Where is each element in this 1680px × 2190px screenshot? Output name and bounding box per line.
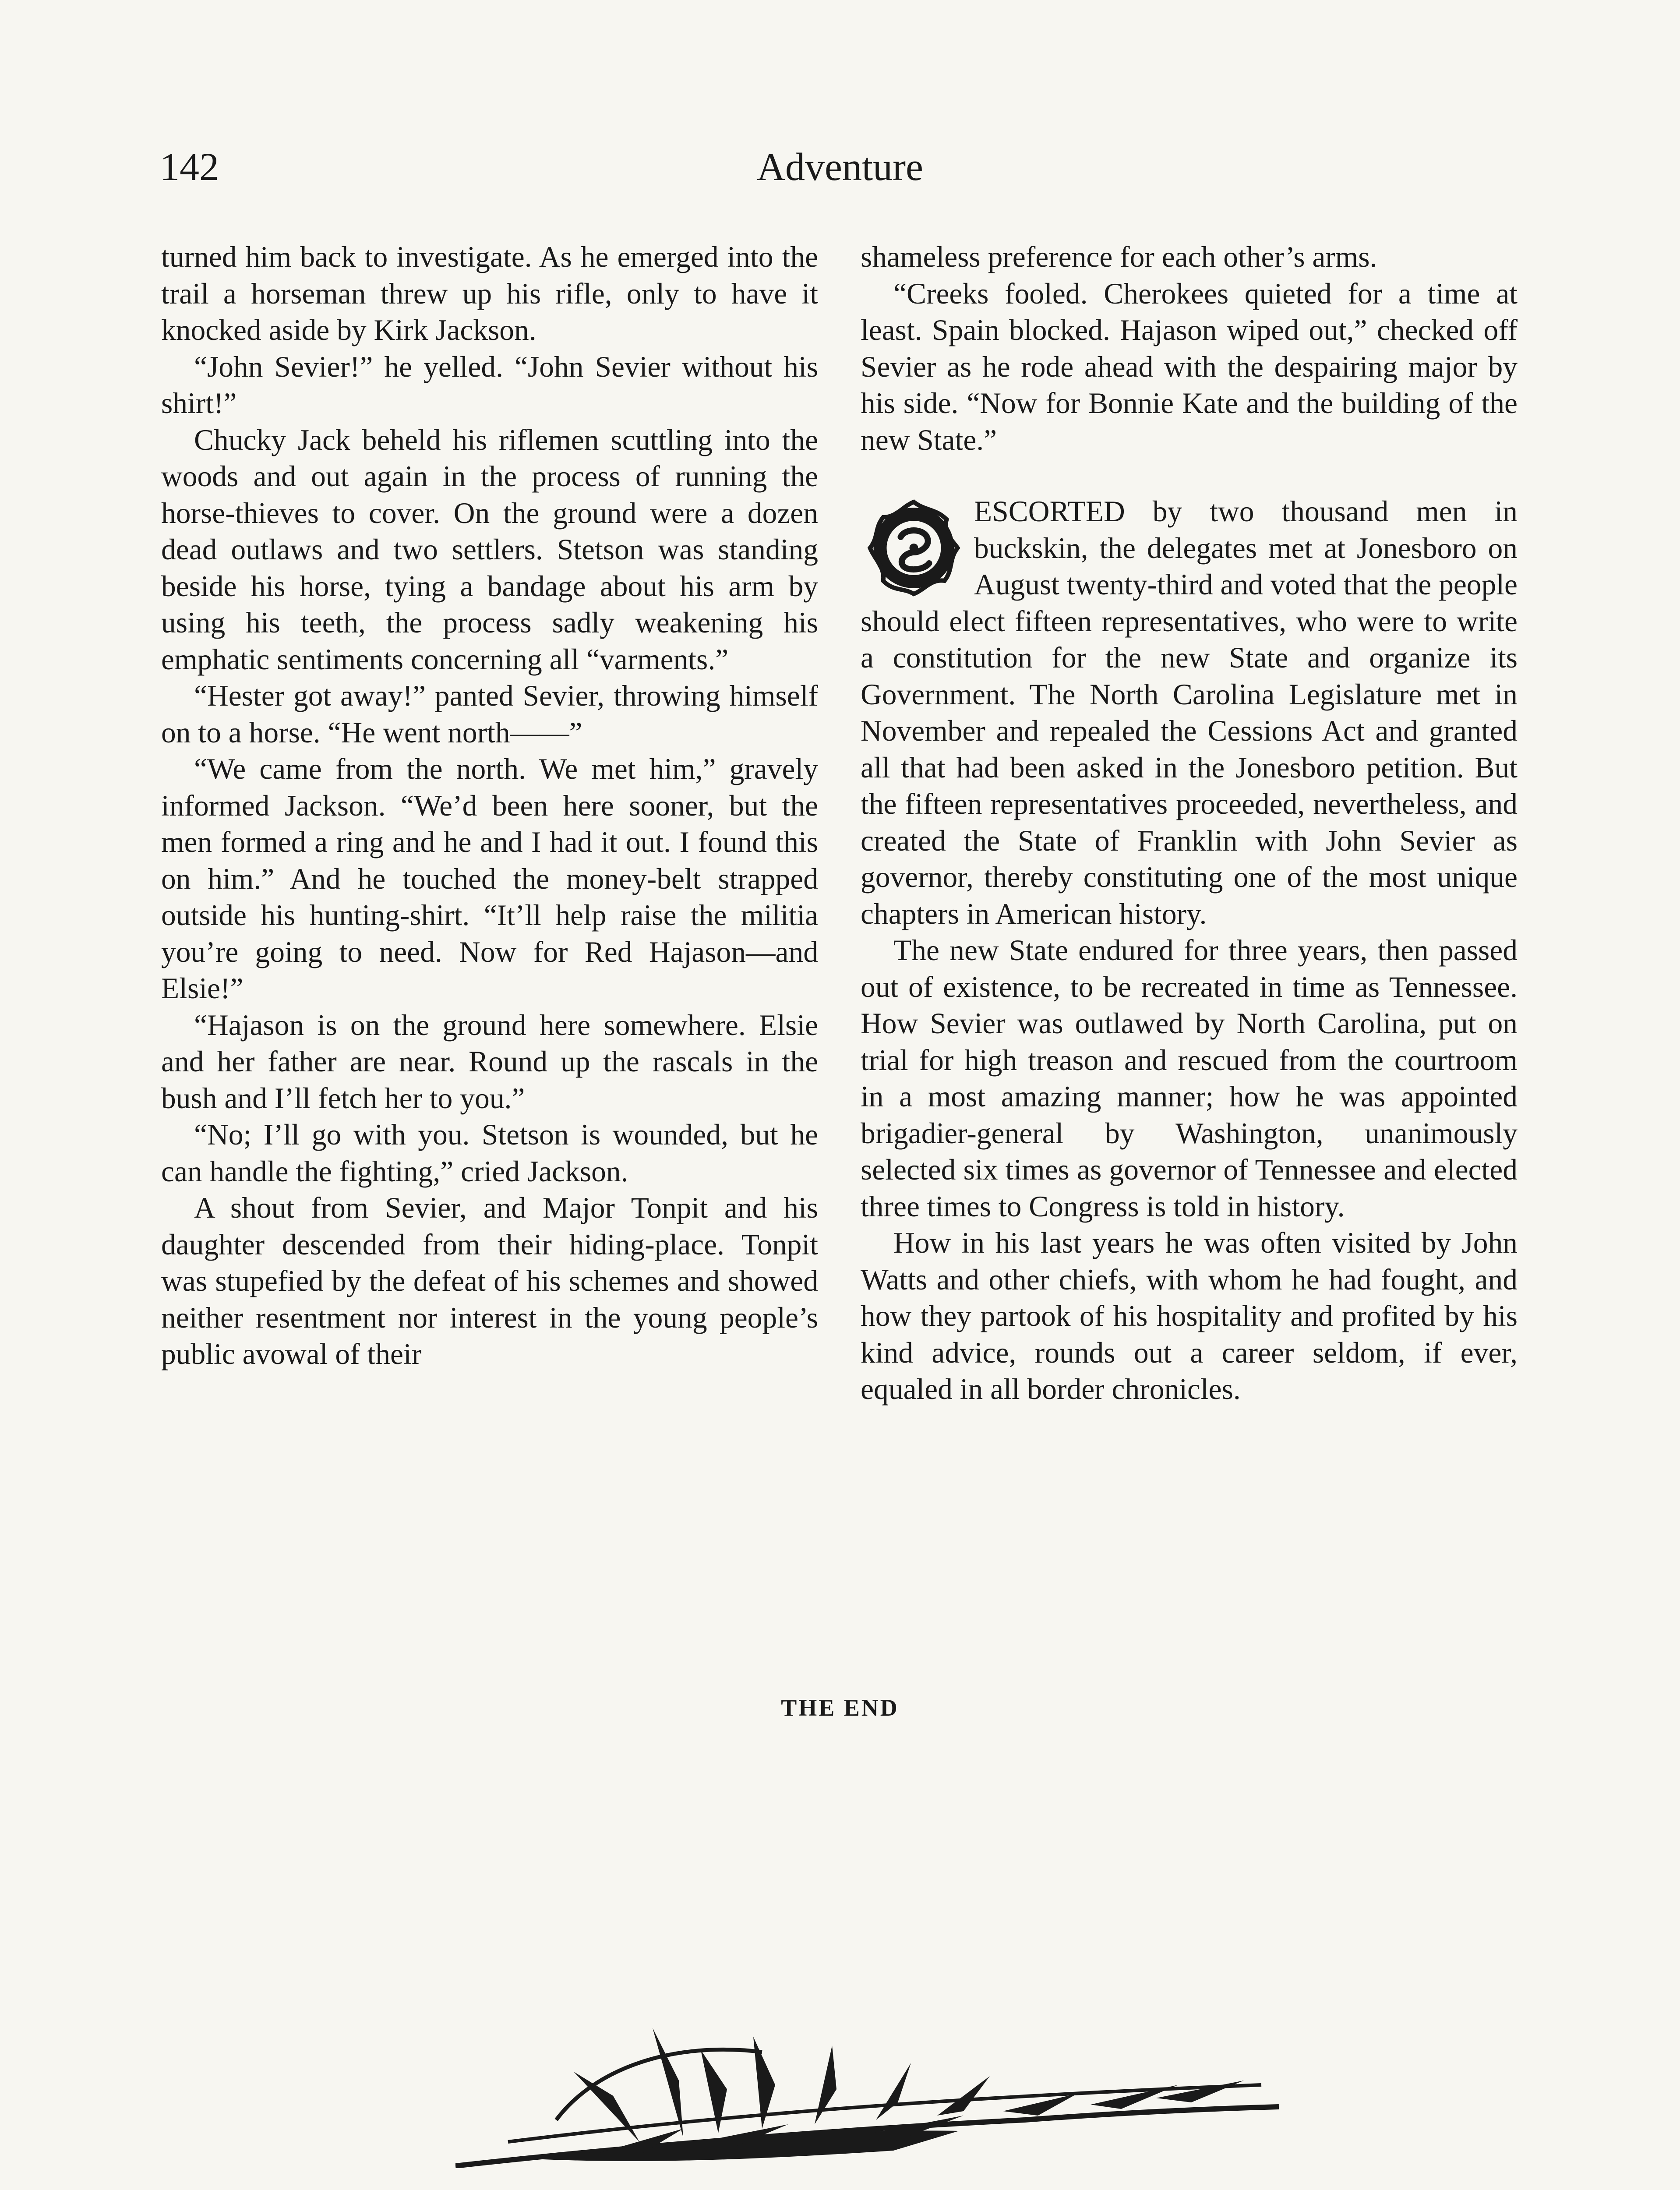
leafy-branch-ornament: [455, 2010, 1279, 2168]
ornamental-dropcap-icon: [858, 493, 970, 603]
running-title: Adventure: [757, 145, 923, 189]
right-column: [861, 239, 1518, 1408]
paragraph: turned him back to investigate. As he emerged into the trail a horseman threw up his rifle, only to have it knocked aside by Kirk Jackson.: [161, 240, 818, 346]
paragraph: The new State endured for three years, then passed out of existence, to be recreated in time as Tennessee. How Sevier was outlawed by North Carolina, put on trial for high treason and rescued from the courtroom in a most amazing manner; how he was appointed brigadier-general by Washington, unanimously selected six times as governor of Tennessee and elected three times to Congress is told in history.: [861, 934, 1518, 1223]
section-opening-paragraph: [861, 493, 1518, 932]
the-end-label: THE END: [781, 1695, 899, 1721]
paragraph: shameless preference for each other’s arms.: [861, 240, 1377, 273]
paragraph: “Creeks fooled. Cherokees quieted for a time at least. Spain blocked. Hajason wiped out,” checked off Sevier as he rode ahead with the despairing major by his side. “Now for Bonnie Kate and the building of the new State.”: [861, 277, 1518, 456]
paragraph: Chucky Jack beheld his riflemen scuttling into the woods and out again in the process of running the horse-thieves to cover. On the ground were a dozen dead outlaws and two settlers. Stetson was standing beside his horse, tying a bandage about his arm by using his teeth, the process sadly weakening his emphatic sentiments concerning all “varments.”: [161, 423, 818, 676]
page-number: 142: [160, 145, 219, 189]
left-column: [161, 239, 818, 1373]
paragraph: “John Sevier!” he yelled. “John Sevier without his shirt!”: [161, 350, 818, 420]
page-header: [0, 145, 1680, 201]
paragraph: How in his last years he was often visited by John Watts and other chiefs, with whom he had fought, and how they partook of his hospitality and profited by his kind advice, rounds out a career seldom, if ever, equaled in all border chronicles.: [861, 1226, 1518, 1406]
paragraph: A shout from Sevier, and Major Tonpit and his daughter descended from their hiding-place. Tonpit was stupefied by the defeat of his schemes and showed neither resentment nor interest in the young people’s public avowal of their: [161, 1191, 818, 1371]
paragraph: “Hajason is on the ground here somewhere. Elsie and her father are near. Round up the rascals in the bush and I’ll fetch her to you.”: [161, 1008, 818, 1115]
section-opening-text: ESCORTED by two thousand men in buckskin, the delegates met at Jonesboro on August twenty-third and voted that the people should elect fifteen representatives, who were to write a constitution for the new State and organize its Government. The North Carolina Legislature met in November and repealed the Cessions Act and granted all that had been asked in the Jonesboro petition. But the fifteen representatives proceeded, nevertheless, and created the State of Franklin with John Sevier as governor, thereby constituting one of the most unique chapters in American history.: [861, 495, 1518, 930]
paragraph: “No; I’ll go with you. Stetson is wounded, but he can handle the fighting,” cried Jackson.: [161, 1118, 818, 1188]
paragraph: “We came from the north. We met him,” gravely informed Jackson. “We’d been here sooner, but the men formed a ring and he and I had it out. I found this on him.” And he touched the money-belt strapped outside his hunting-shirt. “It’ll help raise the militia you’re going to need. Now for Red Hajason—and Elsie!”: [161, 752, 818, 1005]
paragraph: “Hester got away!” panted Sevier, throwing himself on to a horse. “He went north——”: [161, 679, 818, 749]
